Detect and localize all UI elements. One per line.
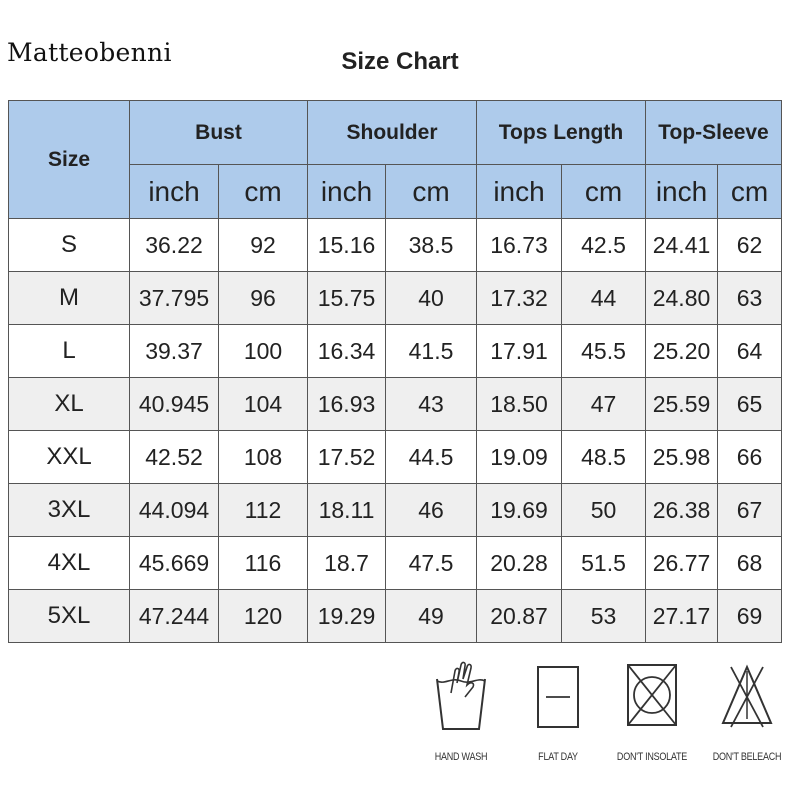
measurement-cell: 66 xyxy=(718,431,782,484)
measurement-cell: 18.11 xyxy=(308,484,386,537)
measurement-cell: 50 xyxy=(562,484,646,537)
hand-wash-icon xyxy=(433,657,489,733)
measurement-cell: 47 xyxy=(562,378,646,431)
measurement-cell: 68 xyxy=(718,537,782,590)
unit-header: cm xyxy=(562,165,646,219)
measurement-cell: 40 xyxy=(386,272,477,325)
measurement-cell: 44 xyxy=(562,272,646,325)
measurement-cell: 51.5 xyxy=(562,537,646,590)
size-cell: 5XL xyxy=(9,590,130,643)
measurement-cell: 63 xyxy=(718,272,782,325)
unit-header: cm xyxy=(718,165,782,219)
measurement-cell: 27.17 xyxy=(646,590,718,643)
unit-header: inch xyxy=(646,165,718,219)
bust-header: Bust xyxy=(130,101,308,165)
table-row xyxy=(9,431,782,484)
table-row xyxy=(9,484,782,537)
size-cell: L xyxy=(9,325,130,378)
measurement-cell: 25.20 xyxy=(646,325,718,378)
tops-length-header: Tops Length xyxy=(477,101,646,165)
measurement-cell: 40.945 xyxy=(130,378,219,431)
measurement-cell: 24.80 xyxy=(646,272,718,325)
measurement-cell: 42.52 xyxy=(130,431,219,484)
measurement-cell: 25.98 xyxy=(646,431,718,484)
measurement-cell: 17.52 xyxy=(308,431,386,484)
care-label: HAND WASH xyxy=(434,751,488,763)
care-label: DON'T INSOLATE xyxy=(616,751,688,763)
measurement-cell: 53 xyxy=(562,590,646,643)
care-do-not-bleach xyxy=(692,657,800,763)
measurement-cell: 20.87 xyxy=(477,590,562,643)
measurement-cell: 17.91 xyxy=(477,325,562,378)
measurement-cell: 42.5 xyxy=(562,219,646,272)
measurement-cell: 24.41 xyxy=(646,219,718,272)
size-chart-table xyxy=(8,100,782,643)
measurement-cell: 16.34 xyxy=(308,325,386,378)
measurement-cell: 45.669 xyxy=(130,537,219,590)
table-row xyxy=(9,272,782,325)
measurement-cell: 120 xyxy=(219,590,308,643)
page-title: Size Chart xyxy=(341,48,459,75)
measurement-cell: 25.59 xyxy=(646,378,718,431)
size-cell: S xyxy=(9,219,130,272)
measurement-cell: 49 xyxy=(386,590,477,643)
unit-header: inch xyxy=(130,165,219,219)
measurement-cell: 19.09 xyxy=(477,431,562,484)
brand-name: Matteobenni xyxy=(7,38,172,67)
unit-header: cm xyxy=(219,165,308,219)
do-not-tumble-dry-icon xyxy=(622,657,682,733)
measurement-cell: 18.50 xyxy=(477,378,562,431)
measurement-cell: 39.37 xyxy=(130,325,219,378)
table-row xyxy=(9,325,782,378)
measurement-cell: 16.73 xyxy=(477,219,562,272)
measurement-cell: 36.22 xyxy=(130,219,219,272)
unit-header: inch xyxy=(477,165,562,219)
unit-header: inch xyxy=(308,165,386,219)
measurement-cell: 96 xyxy=(219,272,308,325)
measurement-cell: 47.244 xyxy=(130,590,219,643)
measurement-cell: 116 xyxy=(219,537,308,590)
size-cell: 4XL xyxy=(9,537,130,590)
size-cell: XL xyxy=(9,378,130,431)
care-do-not-tumble-dry xyxy=(597,657,707,763)
flat-dry-icon xyxy=(530,657,586,733)
measurement-cell: 108 xyxy=(219,431,308,484)
table-row xyxy=(9,590,782,643)
size-cell: XXL xyxy=(9,431,130,484)
measurement-cell: 104 xyxy=(219,378,308,431)
measurement-cell: 45.5 xyxy=(562,325,646,378)
measurement-cell: 38.5 xyxy=(386,219,477,272)
measurement-cell: 47.5 xyxy=(386,537,477,590)
measurement-cell: 19.69 xyxy=(477,484,562,537)
measurement-cell: 65 xyxy=(718,378,782,431)
measurement-cell: 18.7 xyxy=(308,537,386,590)
measurement-cell: 19.29 xyxy=(308,590,386,643)
measurement-cell: 69 xyxy=(718,590,782,643)
measurement-cell: 92 xyxy=(219,219,308,272)
measurement-cell: 16.93 xyxy=(308,378,386,431)
measurement-cell: 44.5 xyxy=(386,431,477,484)
care-hand-wash xyxy=(406,657,516,763)
measurement-cell: 26.77 xyxy=(646,537,718,590)
measurement-cell: 37.795 xyxy=(130,272,219,325)
measurement-cell: 100 xyxy=(219,325,308,378)
shoulder-header: Shoulder xyxy=(308,101,477,165)
measurement-cell: 43 xyxy=(386,378,477,431)
measurement-cell: 44.094 xyxy=(130,484,219,537)
size-cell: M xyxy=(9,272,130,325)
measurement-cell: 48.5 xyxy=(562,431,646,484)
measurement-cell: 41.5 xyxy=(386,325,477,378)
measurement-cell: 15.75 xyxy=(308,272,386,325)
table-row xyxy=(9,537,782,590)
table-row xyxy=(9,219,782,272)
table-row xyxy=(9,378,782,431)
do-not-bleach-icon xyxy=(717,657,777,733)
measurement-cell: 64 xyxy=(718,325,782,378)
measurement-cell: 112 xyxy=(219,484,308,537)
measurement-cell: 17.32 xyxy=(477,272,562,325)
measurement-cell: 15.16 xyxy=(308,219,386,272)
measurement-cell: 67 xyxy=(718,484,782,537)
unit-header: cm xyxy=(386,165,477,219)
measurement-cell: 26.38 xyxy=(646,484,718,537)
care-label: FLAT DAY xyxy=(538,751,578,763)
measurement-cell: 20.28 xyxy=(477,537,562,590)
size-column-header: Size xyxy=(9,101,130,219)
measurement-cell: 62 xyxy=(718,219,782,272)
size-cell: 3XL xyxy=(9,484,130,537)
care-label: DON'T BELEACH xyxy=(712,751,782,763)
measurement-cell: 46 xyxy=(386,484,477,537)
top-sleeve-header: Top-Sleeve xyxy=(646,101,782,165)
